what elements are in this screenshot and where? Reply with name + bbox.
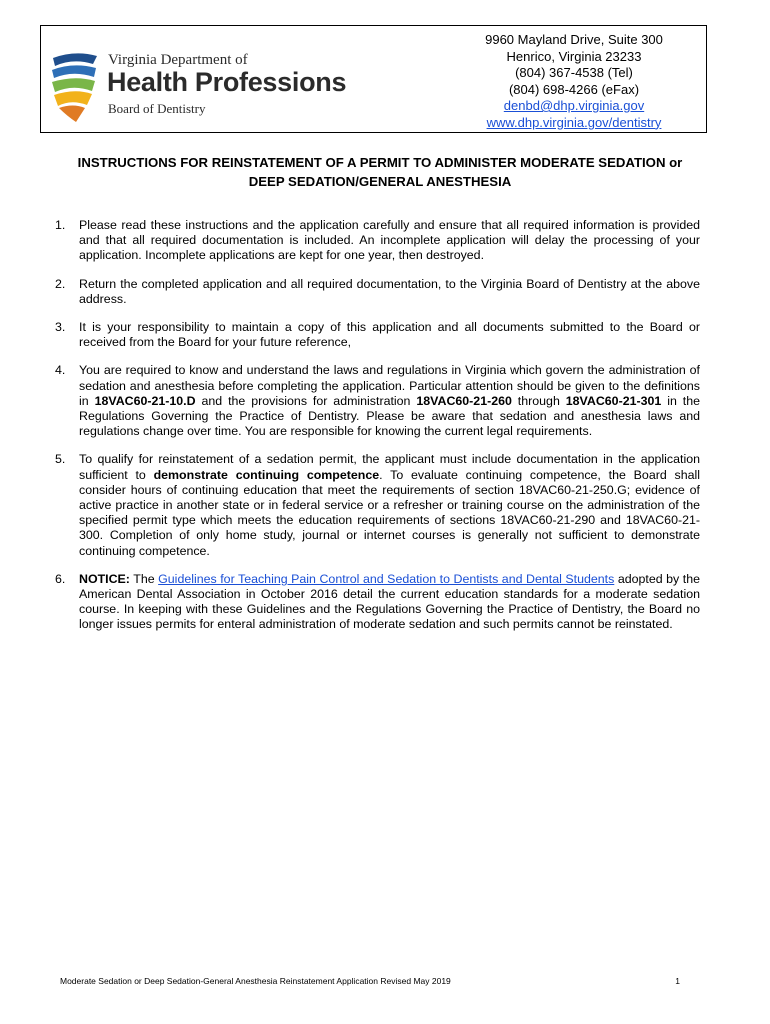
email-link[interactable]: denbd@dhp.virginia.gov [503,98,645,113]
regulation-ref: 18VAC60-21-301 [565,393,662,408]
item-text [79,572,700,633]
list-item [55,363,700,439]
title-line-1: INSTRUCTIONS FOR REINSTATEMENT OF A PERMIT TO ADMINISTER MODERATE SEDATION or [77,155,683,170]
item-number: 2. [55,276,66,291]
item-text [79,452,700,558]
instructions-list [55,218,700,646]
text-segment: and the provisions for administration [195,393,417,408]
item-number: 3. [55,320,66,335]
item-text: Please read these instructions and the application carefully and ensure that all required information is provided and that all required documentation is included. An incomplete application will delay the processing of your application. Incomplete applications are kept for one year, then destroyed. [79,218,700,263]
regulation-ref: 18VAC60-21-260 [416,393,512,408]
dhp-logo [49,48,359,126]
phone-number: (804) 367-4538 (Tel) [515,65,633,80]
list-item [55,218,700,264]
contact-block [424,32,724,131]
website-link[interactable]: www.dhp.virginia.gov/dentistry [486,114,662,130]
page-title [30,153,730,191]
text-segment: in the Regulations Governing the Practice of Dentistry. Please be aware that sedation and anesthesia laws and regulations change over time. You are responsible for knowing the current legal requirements. [79,393,700,439]
fax-number: (804) 698-4266 (eFax) [508,81,640,97]
address-line-1: 9960 Mayland Drive, Suite 300 [485,32,663,47]
item-number: 1. [55,218,66,232]
text-segment: adopted by the American Dental Association in October 2016 detail the current education standards for a moderate sedation course. In keeping with these Guidelines and the Regulations Governing the Practice of Dentistry, the Board no longer issues permits for enteral administration of moderate sedation and such permits cannot be reinstated. [79,571,700,632]
logo-title: Health Professions [107,67,347,97]
emphasis-text: demonstrate continuing competence [153,467,380,482]
notice-label: NOTICE: [79,571,130,586]
logo-dept-text: Virginia Department of [108,52,248,68]
text-segment: The [129,571,159,586]
item-text: Return the completed application and all required documentation, to the Virginia Board of Dentistry at the above address. [79,276,700,306]
list-item [55,277,700,307]
text-segment: To qualify for reinstatement of a sedation permit, the applicant must include documentation in the application sufficient to [79,452,700,482]
item-number: 5. [55,452,66,467]
regulation-ref: 18VAC60-21-10.D [94,393,196,408]
text-segment: through [511,393,566,408]
item-text: It is your responsibility to maintain a copy of this application and all documents submitted to the Board or received from the Board for your future reference, [79,320,700,350]
address-line-2: Henrico, Virginia 23233 [506,48,642,64]
item-number: 4. [55,363,66,378]
page-number: 1 [675,976,680,986]
guidelines-link[interactable]: Guidelines for Teaching Pain Control and Sedation to Dentists and Dental Students [158,571,615,586]
item-number: 6. [55,571,66,586]
footer-revision-text: Moderate Sedation or Deep Sedation-General Anesthesia Reinstatement Application Revised May 2019 [60,976,451,986]
letterhead [40,25,707,133]
list-item [55,572,700,633]
text-segment: . To evaluate continuing competence, the Board shall consider hours of continuing education that meet the requirements of section 18VAC60-21-250.G; evidence of active practice in another state or in federal service or a refresher or training course on the administration of the specified permit type which meets the education requirements of sections 18VAC60-21-290 and 18VAC60-21-300. Completion of only home study, journal or internet courses is generally not sufficient to demonstrate continuing competence. [79,467,700,558]
virginia-shield-icon [49,50,101,126]
title-line-2: DEEP SEDATION/GENERAL ANESTHESIA [248,174,512,189]
list-item [55,320,700,350]
item-text [79,363,700,439]
logo-board-text: Board of Dentistry [108,101,206,116]
text-segment: You are required to know and understand the laws and regulations in Virginia which govern the administration of sedation and anesthesia before completing the application. Particular attention should be given to the definitions in [79,363,700,408]
list-item [55,452,700,558]
